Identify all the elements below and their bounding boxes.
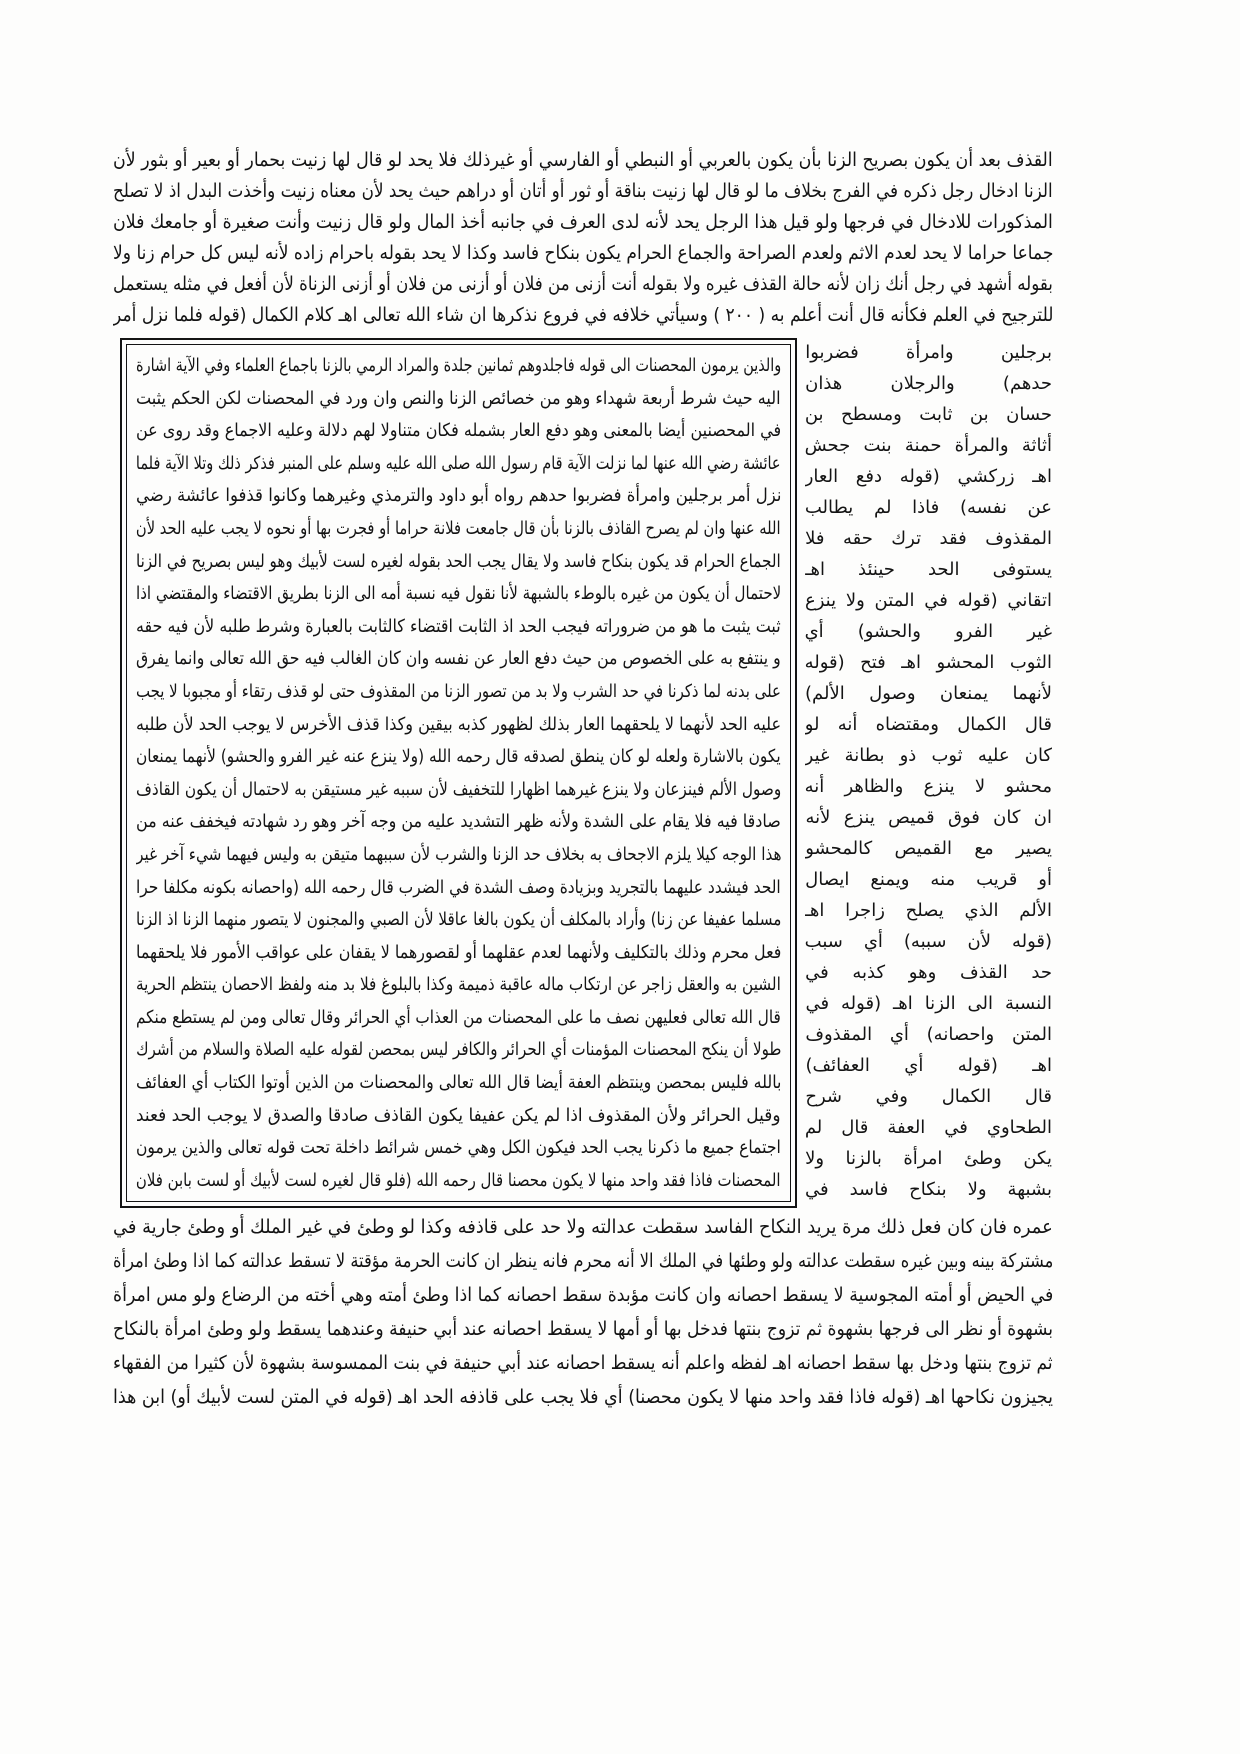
gloss-line: لأنهما يمنعان وصول الألم): [805, 683, 1052, 704]
gloss-line: أو قريب منه ويمنع ايصال: [805, 869, 1052, 890]
gloss-line: حد القذف وهو كذبه في: [805, 962, 1052, 983]
bottom-text-line: عمره فان كان فعل ذلك مرة يريد النكاح الفاسد سقطت عدالته ولا حد على قاذفه وكذا لو وطئ في غير الملك أو وطئ جارية في: [113, 1216, 1053, 1238]
gloss-line: بشبهة ولا بنكاح فاسد في: [805, 1179, 1052, 1200]
commentary-line: اجتماع جميع ما ذكرنا يجب الحد فيكون الكل وهي خمس شرائط داخلة تحت قوله تعالى والذين يرمون: [136, 1137, 781, 1159]
margin-gloss-column: [805, 337, 1052, 1205]
gloss-line: أثاثة والمرأة حمنة بنت جحش: [805, 435, 1052, 456]
gloss-line: يستوفى الحد حينئذ اهـ: [805, 559, 1052, 580]
gloss-line: ان كان فوق قميص ينزع لأنه: [805, 807, 1052, 828]
bottom-text-line: ثم تزوج بنتها ودخل بها سقط احصانه اهـ لفظه واعلم أنه يسقط احصانه عند أبي حنيفة في بنت الممسوسة بشهوة لأن كثيرا من الفقهاء: [113, 1352, 1053, 1374]
commentary-line: وصول الألم فينزعان ولا ينزع غيرهما اظهارا للتخفيف لأن سببه غير مستيقن به لاحتمال أن يكون القاذف: [136, 778, 781, 800]
commentary-line: الشين به والعقل زاجر عن ارتكاب ماله عاقبة ذميمة وكذا بالبلوغ فلا بد منه ولفظ الاحصان ينتظم الحرية: [136, 974, 781, 996]
top-text-line: جماعا حراما لا يحد لعدم الاثم ولعدم الصراحة والجماع الحرام يكون بنكاح فاسد وكذا لا يحد بقوله باحرام زاده لأنه ليس كل حرام زنا ولا: [113, 242, 1053, 264]
commentary-line: مسلما عفيفا عن زنا) وأراد بالمكلف أن يكون بالغا عاقلا لأن الصبي والمجنون لا يتصور منهما الزنا اذ الزنا: [136, 909, 781, 931]
gloss-line: غير الفرو والحشو) أي: [805, 621, 1052, 642]
commentary-line: نزل أمر برجلين وامرأة فضربوا حدهم رواه أبو داود والترمذي وغيرهما وكانوا قذفوا عائشة رضي: [136, 485, 781, 507]
commentary-line: الحد فيشدد عليهما بالتجريد وبزيادة وصف الشدة في الضرب قال رحمه الله (واحصانه بكونه مكلفا حرا: [136, 876, 781, 898]
gloss-line: حدهم) والرجلان هذان: [805, 373, 1052, 394]
bottom-text-line: بشهوة أو نظر الى فرجها بشهوة ثم تزوج بنتها فدخل بها أو أمها لا يسقط احصانه عند أبي حنيفة وعندهما يسقط ولو وطئ امرأة بالنكاح: [113, 1318, 1053, 1340]
bottom-text-line: مشتركة بينه وبين غيره سقطت عدالته ولو وطئها في الملك الا أنه محرم فانه ينظر ان كانت الحرمة مؤقتة لا تسقط عدالته كما اذا وطئ امرأة: [113, 1250, 1053, 1272]
gloss-line: محشو لا ينزع والظاهر أنه: [805, 776, 1052, 797]
commentary-line: فعل محرم وذلك بالتكليف ولأنهما لعدم عقلهما أو لقصورهما لا يقفان على عواقب الأمور فلا يلحقهما: [136, 941, 781, 963]
gloss-line: قال الكمال وفي شرح: [805, 1086, 1052, 1107]
top-text-block: [113, 145, 1053, 331]
top-text-line: المذكورات للادخال في فرجها ولو قيل هذا الرجل يحد لأنه لدى العرف في جانبه أخذ المال ولو قال زنيت وأنت صغيرة أو جامعك فلان: [113, 211, 1053, 233]
bottom-text-block: [113, 1210, 1053, 1414]
bottom-text-line: يجيزون نكاحها اهـ (قوله فاذا فقد واحد منها لا يكون محصنا) أي فلا يجب على قاذفه الحد اهـ (قوله في المتن لست لأبيك أو) ابن هذا: [113, 1386, 1053, 1408]
commentary-line: عائشة رضي الله عنها لما نزلت الآية قام رسول الله صلى الله عليه وسلم على المنبر فذكر ذلك وتلا الآية فلما: [136, 452, 781, 474]
gloss-line: يصير مع القميص كالمحشو: [805, 838, 1052, 859]
gloss-line: اهـ (قوله أي العفائف): [805, 1055, 1052, 1076]
gloss-line: يكن وطئ امرأة بالزنا ولا: [805, 1148, 1052, 1169]
commentary-frame: [120, 338, 797, 1208]
commentary-line: الله عنها وان لم يصرح القاذف بالزنا بأن قال جامعت فلانة حراما أو فجرت بها أو نحوه لا يجب عليه الحد لأن: [136, 517, 781, 539]
gloss-line: الألم الذي يصلح زاجرا اهـ: [805, 900, 1052, 921]
bottom-text-line: في الحيض أو أمته المجوسية لا يسقط احصانه وان كانت مؤبدة سقط احصانه كما اذا وطئ أمته وهي أخته من الرضاع ولو مس امرأة: [113, 1284, 1053, 1306]
gloss-line: المتن واحصانه) أي المقذوف: [805, 1024, 1052, 1045]
commentary-line: هذا الوجه كيلا يلزم الاجحاف به بخلاف حد الزنا والشرب لأن سببهما متيقن به وليس فيهما شيء آخر غير: [136, 843, 781, 865]
gloss-line: اهـ زركشي (قوله دفع العار: [805, 466, 1052, 487]
commentary-line: صادقا فيه فلا يقام على الشدة ولأنه ظهر التشديد عليه من وجه آخر وهو رد شهادته فيخفف عنه من: [136, 811, 781, 833]
top-text-line: الزنا ادخال رجل ذكره في الفرج بخلاف ما لو قال لها زنيت بناقة أو ثور أو أتان أو دراهم حيث يحد لأن معناه زنيت وأخذت البدل اذ لا تصلح: [113, 180, 1053, 202]
gloss-line: عن نفسه) فاذا لم يطالب: [805, 497, 1052, 518]
gloss-line: النسبة الى الزنا اهـ (قوله في: [805, 993, 1052, 1014]
commentary-line: لاحتمال أن يكون من غيره بالوطء بالشبهة لأنا نقول فيه نسبة أمه الى الزنا بطريق الاقتضاء والمقتضي اذا: [136, 583, 781, 605]
gloss-line: الطحاوي في العفة قال لم: [805, 1117, 1052, 1138]
commentary-line: الجماع الحرام قد يكون بنكاح فاسد ولا يقال يجب الحد بقوله لغيره لست لأبيك وهو ليس بصريح في الزنا: [136, 550, 781, 572]
gloss-line: الثوب المحشو اهـ فتح (قوله: [805, 652, 1052, 673]
commentary-inner-frame: [126, 344, 791, 1202]
top-text-line-with-page-number: للترجيح في العلم فكأنه قال أنت أعلم به ( ٢٠٠ ) وسيأتي خلافه في فروع نذكرها ان شاء الله تعالى اهـ كلام الكمال (قوله فلما نزل أمر: [113, 304, 1053, 326]
commentary-line: بالله فليس بمحصن وينتظم العفة أيضا قال الله تعالى والمحصنات من الذين أوتوا الكتاب أي العفائف: [136, 1072, 781, 1094]
gloss-line: حسان بن ثابت ومسطح بن: [805, 404, 1052, 425]
commentary-line: على بدنه لما ذكرنا في حد الشرب ولا بد من تصور الزنا من المقذوف حتى لو قذف رتقاء أو مجبوبا لا يجب: [136, 680, 781, 702]
commentary-line: عليه الحد لأنهما لا يلحقهما العار بذلك لظهور كذبه بيقين وكذا قذف الأخرس لا يوجب الحد لأن طلبه: [136, 713, 781, 735]
commentary-line: اليه حيث شرط أربعة شهداء وهو من خصائص الزنا والنص وان ورد في المحصنات لكن الحكم يثبت: [136, 387, 781, 409]
commentary-line: ثبت يثبت ما هو من ضروراته فيجب الحد اذ الثابت اقتضاء كالثابت بالعبارة وشرط طلبه لأن فيه حقه: [136, 615, 781, 637]
gloss-line: قال الكمال ومقتضاه أنه لو: [805, 714, 1052, 735]
commentary-text: [136, 350, 781, 1197]
commentary-line: قال الله تعالى فعليهن نصف ما على المحصنات من العذاب أي الحرائر وقال تعالى ومن لم يستطع منكم: [136, 1006, 781, 1028]
gloss-line: اتقاني (قوله في المتن ولا ينزع: [805, 590, 1052, 611]
commentary-line: والذين يرمون المحصنات الى قوله فاجلدوهم ثمانين جلدة والمراد الرمي بالزنا باجماع العلماء وفي الآية اشارة: [136, 355, 781, 376]
commentary-line: المحصنات فاذا فقد واحد منها لا يكون محصنا قال رحمه الله (فلو قال لغيره لست لأبيك أو لست بابن فلان: [136, 1169, 781, 1191]
commentary-line: طولا أن ينكح المحصنات المؤمنات أي الحرائر والكافر ليس بمحصن لقوله عليه الصلاة والسلام من أشرك: [136, 1039, 781, 1061]
commentary-line: و ينتفع به على الخصوص من حيث دفع العار عن نفسه وان كان الغالب فيه حق الله تعالى وانما يفرق: [136, 648, 781, 670]
top-text-line: بقوله أشهد في رجل أنك زان لأنه حالة القذف غيره ولا بقوله أنت أزنى من فلان أو أزنى من فلان أو أزنى الزناة لأن أفعل في مثله يستعمل: [113, 273, 1053, 295]
gloss-line: برجلين وامرأة فضربوا: [805, 342, 1052, 363]
gloss-line: المقذوف فقد ترك حقه فلا: [805, 528, 1052, 549]
gloss-line: كان عليه ثوب ذو بطانة غير: [805, 745, 1052, 766]
commentary-line: في المحصنين أيضا بالمعنى وهو دفع العار بشمله فكان متناولا لهم دلالة وعليه الاجماع وقد روى عن: [136, 420, 781, 442]
commentary-line: يكون بالاشارة ولعله لو كان ينطق لصدقه قال رحمه الله (ولا ينزع عنه غير الفرو والحشو) لأنهما يمنعان: [136, 746, 781, 768]
gloss-line: (قوله لأن سببه) أي سبب: [805, 931, 1052, 952]
commentary-line: وقيل الحرائر ولأن المقذوف اذا لم يكن عفيفا يكون القاذف صادقا والصدق لا يوجب الحد فعند: [136, 1104, 781, 1126]
top-text-line: القذف بعد أن يكون بصريح الزنا بأن يكون بالعربي أو النبطي أو الفارسي أو غيرذلك فلا يحد لو قال لها زنيت بحمار أو بعير أو بثور لأن: [113, 149, 1053, 171]
